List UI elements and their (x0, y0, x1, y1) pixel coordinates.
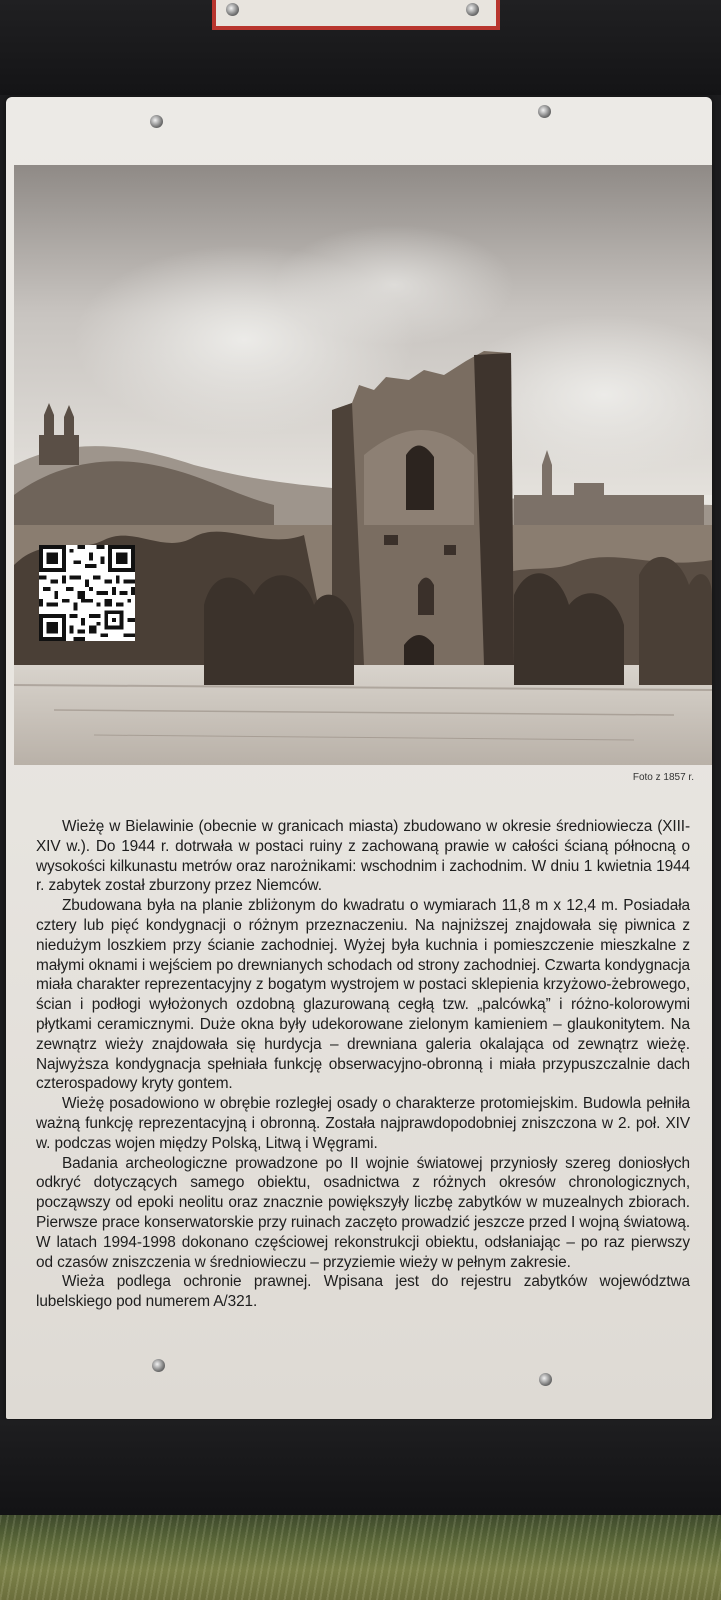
bolt-icon (539, 1373, 552, 1386)
tower-window (406, 445, 434, 510)
paragraph: Badania archeologiczne prowadzone po II wojnie światowej przyniosły szereg doniosłych odkryć dotyczących samego obiektu, osadnictwa z różnych okresów chronologicznych, począwszy od epoki neolitu oraz znacznie powiększyły liczbę zabytków w muzealnych zbiorach. Pierwsze prace konserwatorskie przy ruinach zaczęto prowadzić jeszcze przed I wojną światową. W latach 1994-1998 dokonano częściowej rekonstrukcji obiektu, odsłaniając – po raz pierwszy od czasów zniszczenia w średniowieczu – przyziemie wieży w pełnym zakresie. (36, 1154, 690, 1271)
photo-caption: Foto z 1857 r. (632, 772, 694, 783)
bolt-icon (150, 115, 163, 128)
qr-code-icon (39, 545, 135, 641)
paragraph: Wieża podlega ochronie prawnej. Wpisana jest do rejestru zabytków województwa lubelskiego pod numerem A/321. (36, 1273, 690, 1311)
sign-frame-top (0, 0, 721, 95)
qr-code[interactable] (39, 545, 135, 641)
paragraph: Wieżę posadowiono w obrębie rozległej osady o charakterze protomiejskim. Budowla pełniła ważną funkcję reprezentacyjną i obronną. Została najprawdopodobniej zniszczona w 2. poł. XIV w. podczas wojen między Polską, Litwą i Węgrami. (36, 1095, 690, 1152)
paragraph: Zbudowana była na planie zbliżonym do kwadratu o wymiarach 11,8 m x 12,4 m. Posiadała cztery lub pięć kondygnacji o różnym przeznaczeniu. Na najniższej znajdowała się piwnica z niedużym loszkiem przy ścianie zachodniej. Wyżej była kuchnia i pomieszczenie mieszkalne z małymi oknami i wejściem po drewnianych schodach od strony zachodniej. Czwarta kondygnacja miała charakter reprezentacyjny z bogatym wystrojem w postaci sklepienia krzyżowo-żebrowego, ścian i podłogi wyłożonych ozdobną glazurowaną cegłą tzw. „palcówką” i różno-kolorowymi płytkami ceramicznymi. Duże okna były udekorowane zielonym kamieniem – glaukonitytem. Na zewnątrz wieży znajdowała się hurdycja – drewniana galeria okalająca od zewnątrz wieżę. Najwyższa kondygnacja spełniała funkcję obserwacyjno-obronną i miała przypuszczalnie dach czterospadowy kryty gontem. (36, 897, 690, 1093)
trees (639, 557, 712, 685)
historical-drawing (14, 165, 712, 765)
bolt-icon (466, 3, 479, 16)
tower-ruin (332, 351, 514, 665)
information-board (6, 97, 712, 1419)
bolt-icon (538, 105, 551, 118)
grass (0, 1515, 721, 1600)
upper-sign-plate (212, 0, 500, 30)
sign-frame-bottom (0, 1420, 721, 1520)
description-text (36, 817, 690, 1312)
cloud (274, 225, 514, 345)
bolt-icon (152, 1359, 165, 1372)
bolt-icon (226, 3, 239, 16)
paragraph: Wieżę w Bielawinie (obecnie w granicach miasta) zbudowano w okresie średniowiecza (XIII-XIV w.). Do 1944 r. dotrwała w postaci ruiny z zachowaną prawie w całości ścianą północną o wysokości kilkunastu metrów oraz narożnikami: wschodnim i zachodnim. W dniu 1 kwietnia 1944 r. zabytek został zburzony przez Niemców. (36, 818, 690, 895)
